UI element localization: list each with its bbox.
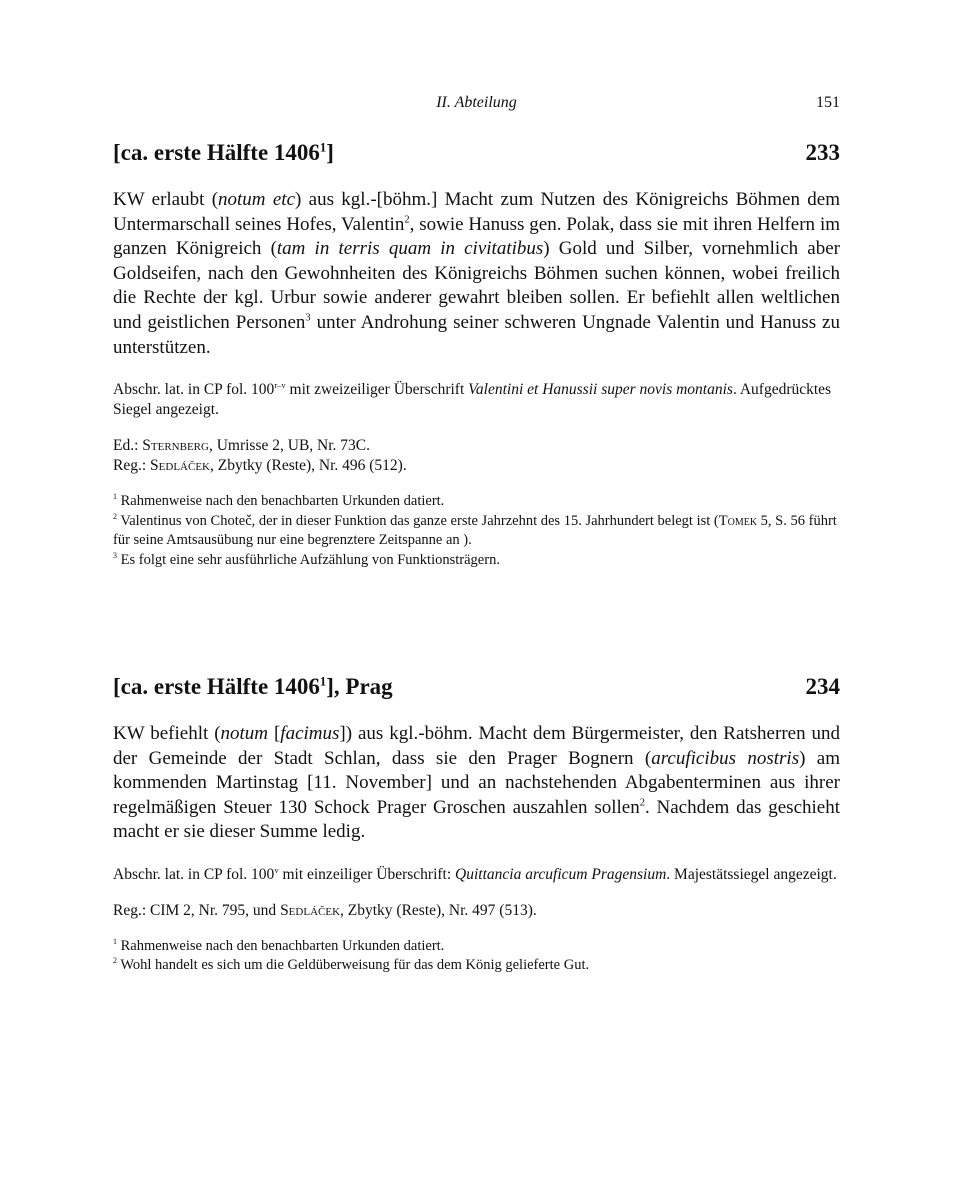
document-number: 234 [805, 674, 840, 699]
footnote: $^1$ Rahmenweise nach den benachbarten Urkunden datiert. [113, 937, 445, 954]
transmission-note: Abschr. lat. in CP fol. 100$^{r-v}$ mit zweizeiliger Überschrift Valentini et Hanussii super novis montanis. Aufgedrücktes Siegel angezeigt. [113, 380, 832, 419]
page-number: 151 [816, 94, 840, 111]
running-title: II. Abteilung [436, 94, 517, 111]
document-summary: KW befiehlt (notum [facimus]) aus kgl.-böhm. Macht dem Bürgermeister, den Ratsherren und der Gemeinde der Stadt Schlan, dass sie den Prager Bognern (arcuficibus nostris) am kommenden Martinstag [11. November] und an nachstehenden Abgabenterminen aus ihrer regelmäßigen Steuer 130 Schock Prager Groschen auszahlen sollen$^2$. Nachdem das geschieht macht er sie dieser Summe ledig. [113, 723, 841, 843]
document-number: 233 [805, 140, 840, 165]
document-entry [113, 674, 840, 976]
document-summary: KW erlaubt (notum etc) aus kgl.-[böhm.] Macht zum Nutzen des Königreichs Böhmen dem Untermarschall seines Hofes, Valentin$^2$, sowie Hanuss gen. Polak, dass sie mit ihren Helfern im ganzen Königreich (tam in terris quam in civitatibus) Gold und Silber, vornehmlich aber Goldseifen, nach den Gewohnheiten des Königreichs Böhmen suchen können, wobei freilich die Rechte der kgl. Urbur sowie anderer gewahrt bleiben sollen. Er befiehlt allen weltlichen und geistlichen Personen$^3$ unter Androhung seiner schweren Ungnade Valentin und Hanuss zu unterstützen. [113, 189, 841, 358]
footnotes [113, 492, 840, 570]
edition-reference: Ed.: Sternberg, Umrisse 2, UB, Nr. 73C. [113, 437, 371, 455]
page [113, 0, 840, 1181]
document-date: [ca. erste Hälfte 1406$^1$], Prag [113, 674, 393, 699]
footnote: $^1$ Rahmenweise nach den benachbarten Urkunden datiert. [113, 492, 445, 510]
regest-reference: Reg.: CIM 2, Nr. 795, und Sedláček, Zbytky (Reste), Nr. 497 (513). [113, 901, 537, 919]
footnote: $^2$ Wohl handelt es sich um die Geldüberweisung für das dem König gelieferte Gut. [113, 956, 590, 974]
footnotes [113, 937, 840, 976]
footnote-ref: 1 [319, 140, 327, 155]
transmission-note: Abschr. lat. in CP fol. 100$^v$ mit einzeiliger Überschrift: Quittancia arcuficum Pragensium. Majestätssiegel angezeigt. [113, 864, 837, 883]
footnote: $^2$ Valentinus von Choteč, der in dieser Funktion das ganze erste Jahrzehnt des 15. Jahrhundert belegt ist (Tomek 5, S. 56 führt für seine Amtsausübung nur eine begrenztere Zeitspanne an ). [113, 511, 837, 549]
document-date: [ca. erste Hälfte 1406$^1$] [113, 140, 334, 165]
footnote: $^3$ Es folgt eine sehr ausführliche Aufzählung von Funktionsträgern. [113, 550, 500, 568]
footnote-ref: 1 [319, 674, 327, 689]
document-entry [113, 140, 840, 570]
running-head [113, 94, 840, 118]
regest-reference: Reg.: Sedláček, Zbytky (Reste), Nr. 496 (512). [113, 457, 407, 475]
document-header [113, 140, 840, 174]
document-header [113, 674, 840, 708]
